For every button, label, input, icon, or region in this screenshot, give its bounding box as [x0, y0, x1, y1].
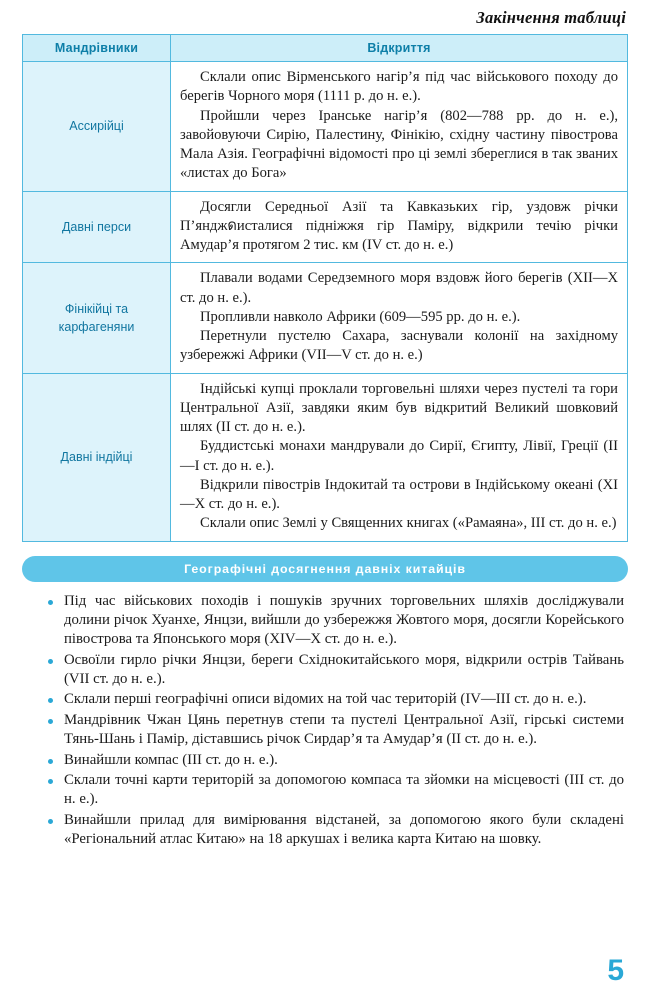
page-number: 5 [607, 954, 624, 987]
discovery-paragraph: Пройшли через Іранське нагір’я (802—788 рр. до н. е.), завойовуючи Сирію, Палестину, Фінікію, східну частину півострова Мала Азія. Географічні відомості про ці землі збереглися в так званих «листах до Бога» [180, 107, 618, 182]
table-row [23, 263, 628, 373]
discovery-paragraph: Плавали водами Середземного моря вздовж його берегів (XII—X ст. до н. е.). [180, 270, 618, 306]
traveler-cell: Давні перси [23, 191, 171, 263]
discovery-paragraph: Склали опис Землі у Священних книгах («Рамаяна», III ст. до н. е.) [200, 515, 617, 532]
discovery-paragraph: Індійські купці проклали торговельні шляхи через пустелі та гори Центральної Азії, завдяки яким був відкритий Великий шовковий шлях (II ст. до н. е.). [180, 380, 618, 435]
table-header-row [23, 35, 628, 62]
discovery-cell [171, 373, 628, 541]
travelers-discoveries-table [22, 34, 628, 542]
section-banner-title: Географічні досягнення давніх китайців [184, 561, 466, 576]
table-row [23, 373, 628, 541]
section-banner [22, 556, 628, 582]
table-row [23, 191, 628, 263]
traveler-cell: Фінікійці та карфагеняни [23, 263, 171, 373]
discovery-paragraph: Буддистські монахи мандрували до Сирії, Єгипту, Лівії, Греції (II—I ст. до н. е.). [180, 438, 618, 474]
list-item: Склали точні карти територій за допомогою компаса та зйомки на місцевості (III ст. до н. е.). [48, 771, 624, 810]
list-item: Винайшли компас (III ст. до н. е.). [48, 751, 624, 770]
discovery-paragraph: Склали опис Вірменського нагір’я під час військового походу до берегів Чорного моря (1111 р. до н. е.). [180, 69, 618, 105]
continuation-note: Закінчення таблиці [476, 8, 626, 27]
list-item: Склали перші географічні описи відомих на той час територій (IV—III ст. до н. е.). [48, 690, 624, 709]
column-header-discoveries: Відкриття [171, 35, 628, 62]
table-row [23, 62, 628, 192]
discovery-cell [171, 191, 628, 263]
discovery-cell [171, 62, 628, 192]
discovery-paragraph: Перетнули пустелю Сахара, заснували колонії на західному узбережжі Африки (VII—V ст. до н. е.) [180, 328, 618, 364]
list-item: Під час військових походів і пошуків зручних торговельних шляхів досліджували долини річок Хуанхе, Янцзи, вийшли до узбережжя Жовтого моря, досягли Корейського півострова та Японського моря (XIV—X ст. до н. е.). [48, 592, 624, 650]
list-item: Освоїли гирло річки Янцзи, береги Східнокитайського моря, відкрили острів Тайвань (VII ст. до н. е.). [48, 651, 624, 690]
list-item: Винайшли прилад для вимірювання відстаней, за допомогою якого були складені «Регіональний атлас Китаю» на 18 аркушах і велика карта Китаю на шовку. [48, 811, 624, 850]
achievements-list [22, 592, 628, 850]
traveler-cell: Давні індійці [23, 373, 171, 541]
discovery-paragraph: Досягли Середньої Азії та Кавказьких гір, уздовж річки П’янджดисталися підніжжя гір Паміру, відкрили течію річки Амудар’я протягом 2 тис. км (IV ст. до н. е.) [180, 198, 618, 253]
traveler-cell: Ассирійці [23, 62, 171, 192]
discovery-paragraph: Пропливли навколо Африки (609—595 рр. до н. е.). [200, 308, 521, 325]
discovery-paragraph: Відкрили півострів Індокитай та острови в Індійському океані (XI—X ст. до н. е.). [180, 476, 618, 512]
discovery-cell [171, 263, 628, 373]
list-item: Мандрівник Чжан Цянь перетнув степи та пустелі Центральної Азії, гірські системи Тянь-Шань і Памір, діставшись річок Сирдар’я та Амудар’я (II ст. до н. е.). [48, 711, 624, 750]
column-header-travelers: Мандрівники [23, 35, 171, 62]
